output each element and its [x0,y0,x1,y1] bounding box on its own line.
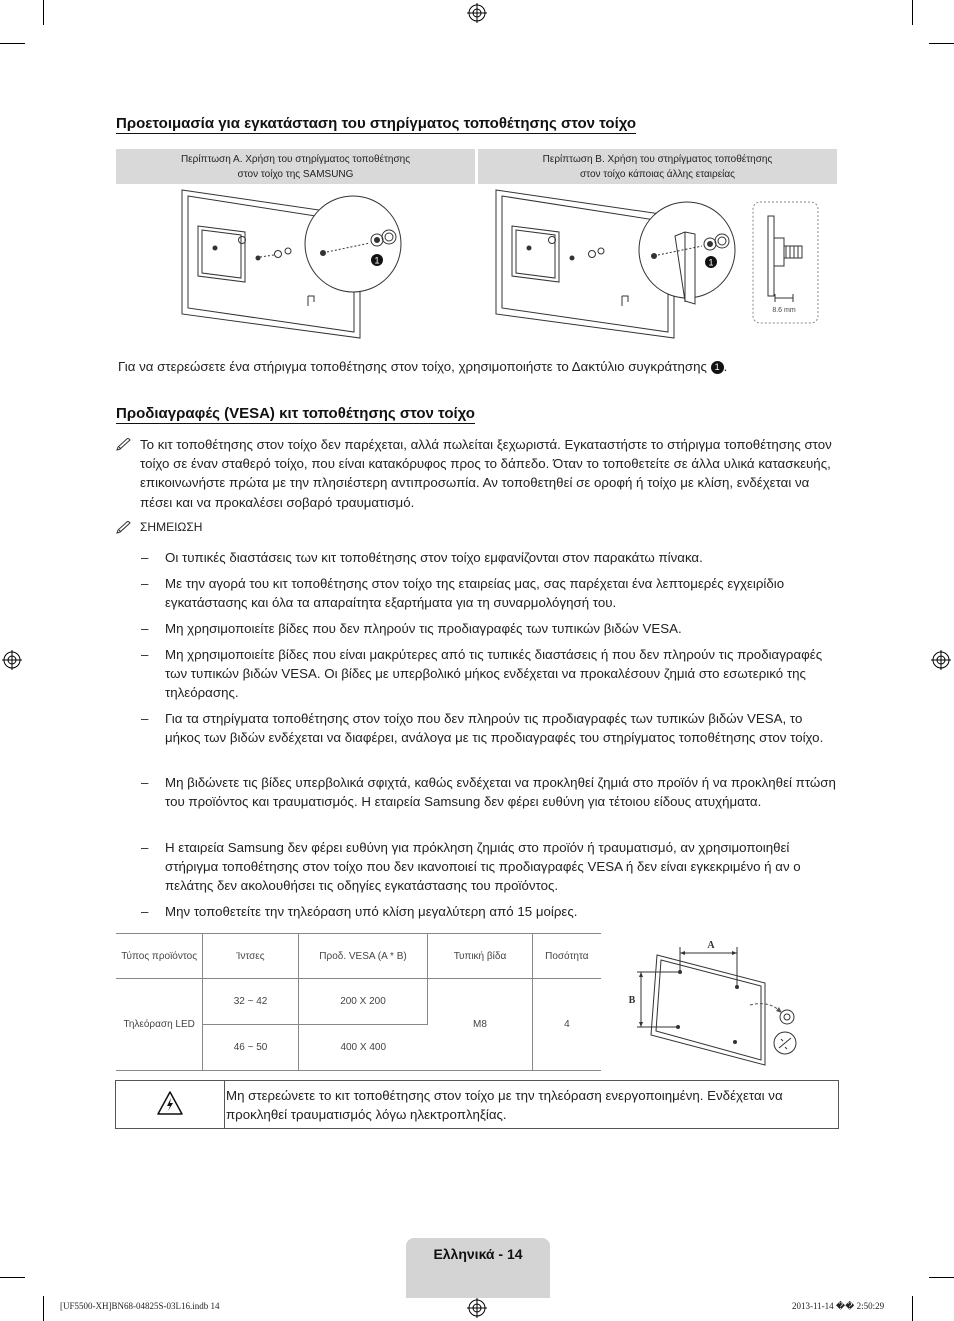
case-a-header [116,149,475,184]
bullet-dash: – [141,904,149,919]
electric-shock-warning-icon [156,1090,184,1116]
table-cell-vesa: 400 X 400 [298,1025,428,1071]
callout-number-b: 1 [708,257,714,268]
bullet-item [141,619,840,638]
crop-mark [912,0,913,25]
vesa-diagram [625,935,815,1070]
diagram-label-a: A [707,940,715,951]
bullet-text: Μη βιδώνετε τις βίδες υπερβολικά σφιχτά, καθώς ενδέχεται να προκληθεί ζημιά στο προϊόν ή να προκληθεί πτώση του προϊόντος και τραυματισμός. Η εταιρεία Samsung δεν φέρει ευθύνη για τέτοιου είδους ατυχήματα. [165,775,836,810]
bullet-item [141,574,840,612]
crop-mark [912,1296,913,1321]
warning-box [115,1080,839,1129]
bullet-item [141,902,840,921]
bullet-item [141,548,840,567]
registration-mark-icon [931,650,951,670]
bullet-item [141,709,840,747]
section-heading-preparation: Προετοιμασία για εγκατάσταση του στηρίγματος τοποθέτησης στον τοίχο [116,115,637,132]
case-a-line2: στον τοίχο της SAMSUNG [237,168,354,180]
crop-mark [929,43,954,44]
bullet-dash: – [141,576,149,591]
vesa-table [116,933,601,1071]
table-header-cell: Τύπος προϊόντος [116,934,203,979]
table-header-cell: Ποσότητα [532,934,601,979]
table-row [116,979,601,1025]
note-intro: Το κιτ τοποθέτησης στον τοίχο δεν παρέχεται, αλλά πωλείται ξεχωριστά. Εγκαταστήστε το στήριγμα τοποθέτησης στον τοίχο σε έναν σταθερό τοίχο, που είναι κατακόρυφος προς το δάπεδο. Όταν το τοποθετείτε σε άλλα υλικά κατασκευής, επικοινωνήστε πρώτα με την πλησιέστερη αντιπροσωπία. Αν τοποθετηθεί σε οροφή ή τοίχο με κλίση, ενδέχεται να πέσει και να προκαλέσει σοβαρό τραυματισμό. [140,437,832,510]
caption-marker-number: 1 [714,362,720,372]
crop-mark [929,1277,954,1278]
case-b-line2: στον τοίχο κάποιας άλλης εταιρείας [579,168,735,180]
caption-end: . [723,359,728,374]
caption [118,357,818,376]
table-cell-screw: M8 [428,979,532,1071]
bullet-text: Με την αγορά του κιτ τοποθέτησης στον τοίχο της εταιρείας μας, σας παρέχεται ένα λεπτομερές εγχειρίδιο εγκατάστασης και όλα τα απαραίτητα εξαρτήματα για τη συναρμολόγησή του. [165,576,785,611]
table-header-cell: Ίντσες [203,934,298,979]
bullet-dash: – [141,711,149,726]
case-b-header [478,149,837,184]
page-number-tab [406,1238,550,1298]
bullet-text: Η εταιρεία Samsung δεν φέρει ευθύνη για πρόκληση ζημιάς στο προϊόν ή τραυματισμό, αν χρησιμοποιηθεί στήριγμα τοποθέτησης στον τοίχο που δεν ικανοποιεί τις προδιαγραφές VESA ή δεν είναι εγκεκριμένο ή αν ο πελάτης δεν ακολουθήσει τις οδηγίες εγκατάστασης του προϊόντος. [165,840,801,894]
table-header-cell: Προδ. VESA (A * B) [298,934,428,979]
case-b-illustration [488,186,828,341]
bullet-dash: – [141,621,149,636]
pencil-icon [116,521,134,535]
warning-text: Μη στερεώνετε το κιτ τοποθέτησης στον τοίχο με την τηλεόραση ενεργοποιημένη. Ενδέχεται να προκληθεί τραυματισμός λόγω ηλεκτροπληξίας. [226,1088,783,1122]
registration-mark-icon [467,3,487,23]
crop-mark [0,1277,25,1278]
table-header-row [116,934,601,979]
case-b-line1: Περίπτωση Β. Χρήση του στηρίγματος τοποθέτησης [542,153,773,165]
note-label: ΣΗΜΕΙΩΣΗ [140,520,203,534]
bullet-item [141,645,840,703]
table-cell-product: Τηλεόραση LED [116,979,203,1071]
warning-icon-cell [116,1081,225,1128]
table-cell-quantity: 4 [532,979,601,1071]
crop-mark [43,0,44,25]
bullet-item [141,773,840,811]
registration-mark-icon [467,1298,487,1318]
case-a-illustration [170,186,420,341]
bullet-dash: – [141,840,149,855]
print-info-right: 2013-11-14 �� 2:50:29 [792,1301,885,1311]
table-cell-inches: 46 ~ 50 [203,1025,298,1071]
caption-marker [711,361,724,374]
diagram-label-b: B [628,995,636,1006]
bullet-item [141,838,840,896]
page-number-label: Ελληνικά - 14 [433,1246,523,1262]
bullet-text: Για τα στηρίγματα τοποθέτησης στον τοίχο που δεν πληρούν τις προδιαγραφές των τυπικών βιδών VESA, το μήκος των βιδών ενδέχεται να διαφέρει, ανάλογα με τις προδιαγραφές του στηρίγματος τοποθέτησης στον τοίχο. [165,711,824,746]
crop-mark [0,43,25,44]
bullet-text: Μη χρησιμοποιείτε βίδες που είναι μακρύτερες από τις τυπικές διαστάσεις ή που δεν πληρούν τις προδιαγραφές των τυπικών βιδών VESA. Οι βίδες με υπερβολικό μήκος ενδέχεται να προκαλέσουν ζημιά στο εσωτερικό της τηλεόρασης. [165,647,823,701]
pencil-icon [116,438,134,452]
table-cell-vesa: 200 X 200 [298,979,428,1025]
bullet-dash: – [141,550,149,565]
table-header-cell: Τυπική βίδα [428,934,532,979]
section-heading-vesa: Προδιαγραφές (VESA) κιτ τοποθέτησης στον τοίχο [116,405,475,422]
caption-text: Για να στερεώσετε ένα στήριγμα τοποθέτησης στον τοίχο, χρησιμοποιήστε το Δακτύλιο συγκράτησης [118,359,707,374]
case-a-line1: Περίπτωση Α. Χρήση του στηρίγματος τοποθέτησης [180,153,411,165]
table-cell-inches: 32 ~ 42 [203,979,298,1025]
dimension-label: 8.6 mm [772,307,796,314]
print-info-left: [UF5500-XH]BN68-04825S-03L16.indb 14 [60,1301,220,1311]
crop-mark [43,1296,44,1321]
bullet-dash: – [141,775,149,790]
bullet-text: Μην τοποθετείτε την τηλεόραση υπό κλίση μεγαλύτερη από 15 μοίρες. [165,904,578,919]
registration-mark-icon [2,650,22,670]
bullet-text: Οι τυπικές διαστάσεις των κιτ τοποθέτησης στον τοίχο εμφανίζονται στον παρακάτω πίνακα. [165,550,703,565]
bullet-dash: – [141,647,149,662]
callout-number-a: 1 [374,255,380,266]
bullet-text: Μη χρησιμοποιείτε βίδες που δεν πληρούν τις προδιαγραφές των τυπικών βιδών VESA. [165,621,682,636]
